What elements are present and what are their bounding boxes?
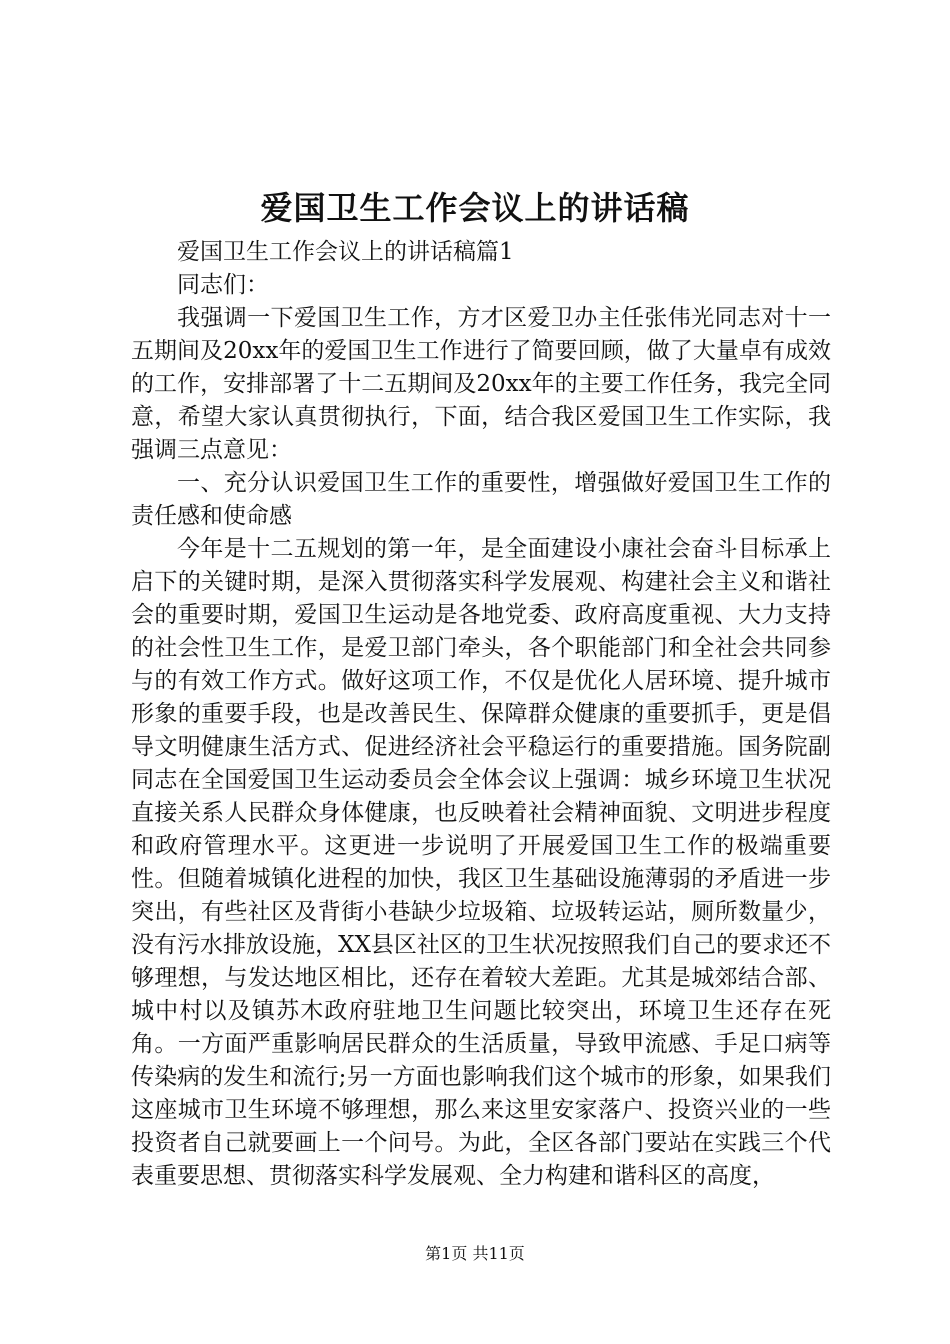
paragraph-salutation: 同志们： <box>177 272 269 298</box>
page-footer: 第1页 共11页 <box>425 1244 525 1263</box>
paragraph-heading-one: 一、充分认识爱国卫生工作的重要性，增强做好爱国卫生工作的责任感和使命感 <box>131 470 831 529</box>
paragraph-intro: 我强调一下爱国卫生工作，方才区爱卫办主任张伟光同志对十一五期间及20xx年的爱国卫生工作进行了简要回顾，做了大量卓有成效的工作，安排部署了十二五期间及20xx年的主要工作任务，我完全同意，希望大家认真贯彻执行，下面，结合我区爱国卫生工作实际，我强调三点意见： <box>131 305 831 463</box>
document-title: 爱国卫生工作会议上的讲话稿 <box>260 189 690 227</box>
paragraph-subtitle: 爱国卫生工作会议上的讲话稿篇1 <box>177 239 514 265</box>
paragraph-main: 今年是十二五规划的第一年，是全面建设小康社会奋斗目标承上启下的关键时期，是深入贯彻落实科学发展观、构建社会主义和谐社会的重要时期，爱国卫生运动是各地党委、政府高度重视、大力支持的社会性卫生工作，是爱卫部门牵头，各个职能部门和全社会共同参与的有效工作方式。做好这项工作，不仅是优化人居环境、提升城市形象的重要手段，也是改善民生、保障群众健康的重要抓手，更是倡导文明健康生活方式、促进经济社会平稳运行的重要措施。国务院副同志在全国爱国卫生运动委员会全体会议上强调：城乡环境卫生状况直接关系人民群众身体健康，也反映着社会精神面貌、文明进步程度和政府管理水平。这更进一步说明了开展爱国卫生工作的极端重要性。但随着城镇化进程的加快，我区卫生基础设施薄弱的矛盾进一步突出，有些社区及背街小巷缺少垃圾箱、垃圾转运站，厕所数量少，没有污水排放设施，XX县区社区的卫生状况按照我们自己的要求还不够理想，与发达地区相比，还存在着较大差距。尤其是城郊结合部、城中村以及镇苏木政府驻地卫生问题比较突出，环境卫生还存在死角。一方面严重影响居民群众的生活质量，导致甲流感、手足口病等传染病的发生和流行;另一方面也影响我们这个城市的形象，如果我们这座城市卫生环境不够理想，那么来这里安家落户、投资兴业的一些投资者自己就要画上一个问号。为此，全区各部门要站在实践三个代表重要思想、贯彻落实科学发展观、全力构建和谐科区的高度， <box>131 536 831 1189</box>
document-body <box>131 236 831 1193</box>
